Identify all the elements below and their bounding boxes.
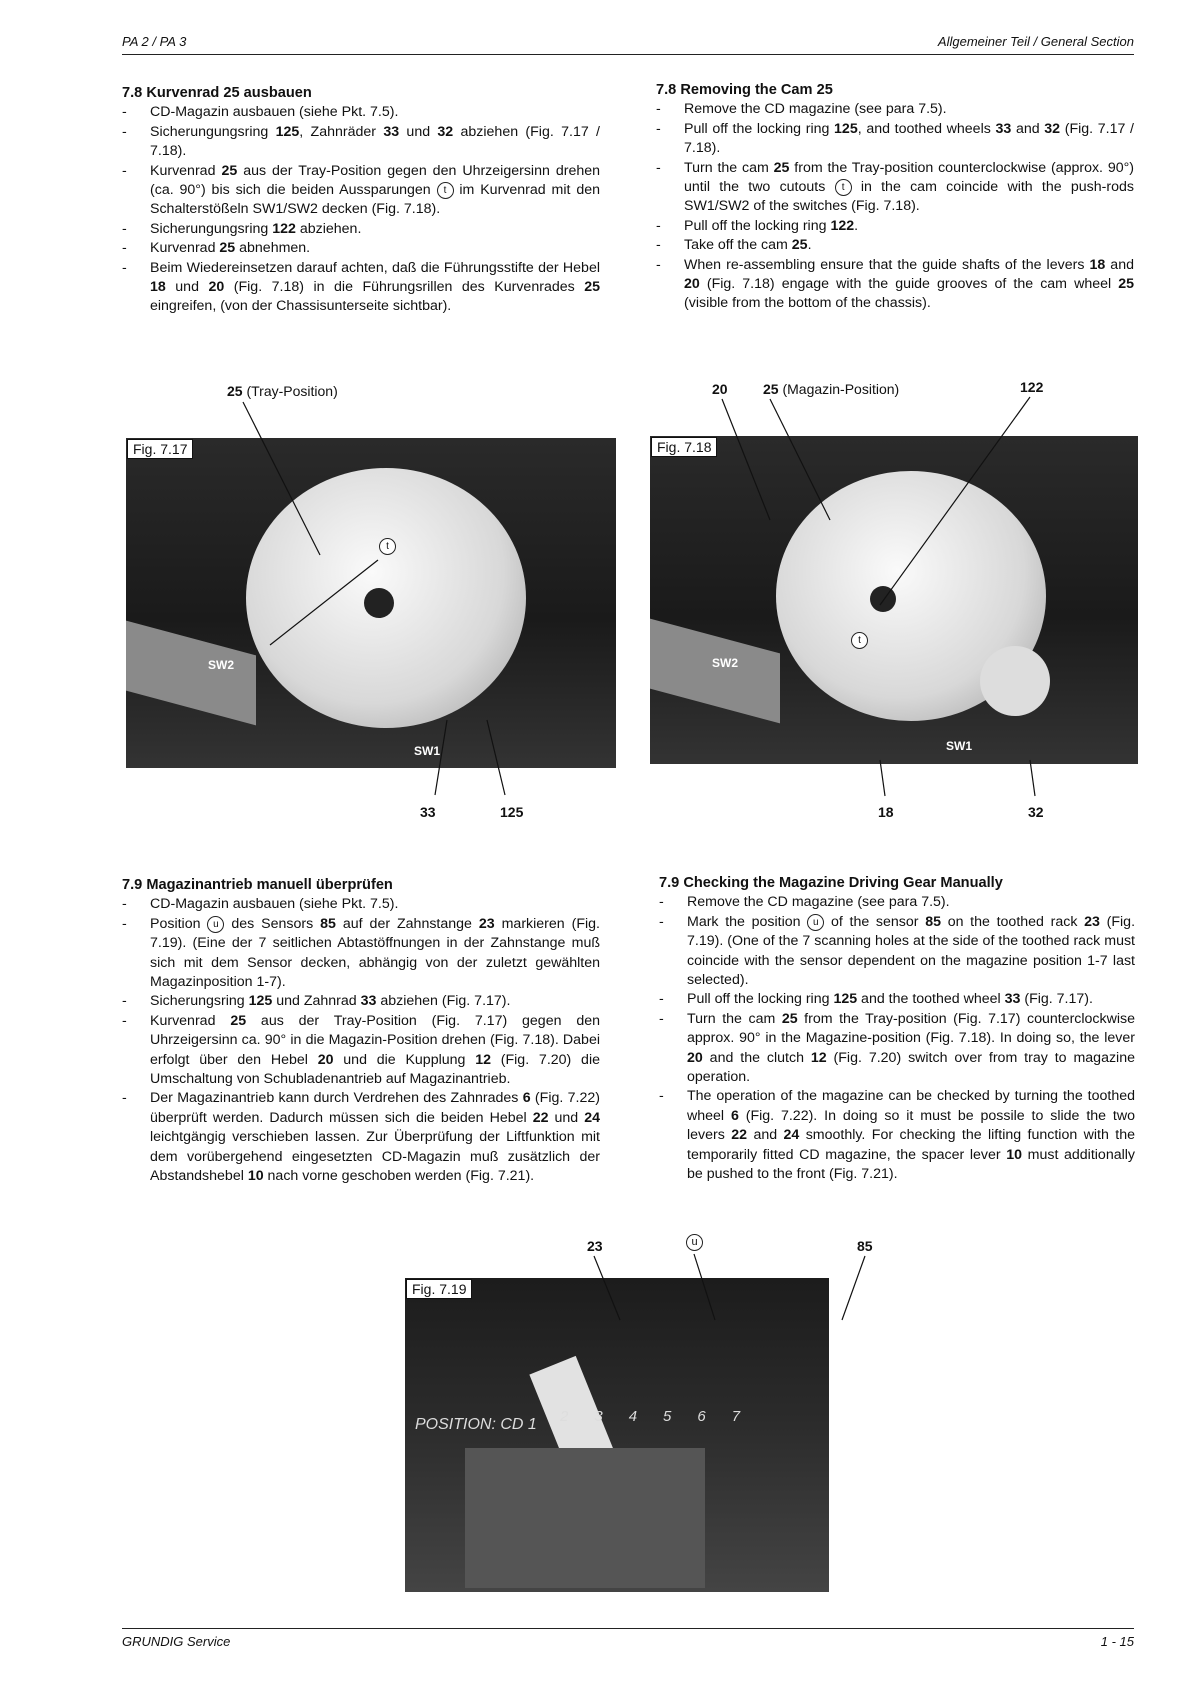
list-item: - The operation of the magazine can be checked by turning the toothed wheel 6 (Fig. 7.22). In doing so it must be possile to slide the two levers 22 and 24 smoothly. For checking the lifting function with the temporarily fitted CD magazine, the spacer lever 10 must additionally be pushed to the front (Fig. 7.21). [659, 1087, 1135, 1184]
hole-number: 3 [594, 1408, 603, 1425]
footer-rule [122, 1628, 1134, 1629]
list-item: - Pull off the locking ring 122. [656, 217, 1134, 236]
bracket [650, 619, 780, 724]
page-number: 1 - 15 [1100, 1634, 1134, 1649]
sw1-label: SW1 [414, 744, 441, 758]
fig718-callout-32: 32 [1028, 804, 1044, 820]
fig717-callout-33: 33 [420, 804, 436, 820]
gear [980, 646, 1050, 716]
header-rule [122, 54, 1134, 55]
list-item: - Turn the cam 25 from the Tray-position counterclockwise (approx. 90°) until the two cutouts t in the cam coincide with the push-rods SW1/SW2 of the switches (Fig. 7.18). [656, 159, 1134, 217]
list-item: - CD-Magazin ausbauen (siehe Pkt. 7.5). [122, 103, 600, 122]
list-item: - Kurvenrad 25 aus der Tray-Position gegen den Uhrzeigersinn drehen (ca. 90°) bis sich die beiden Aussparungen t im Kurvenrad mit den Schalterstößeln SW1/SW2 decken (Fig. 7.18). [122, 162, 600, 220]
section-title: 7.8 Kurvenrad 25 ausbauen [122, 85, 312, 101]
hole-number: 2 [560, 1408, 569, 1425]
section-7-9-de [122, 876, 600, 1187]
section-title: 7.8 Removing the Cam 25 [656, 82, 833, 98]
list-item: - Der Magazinantrieb kann durch Verdrehen des Zahnrades 6 (Fig. 7.22) überprüft werden. Dadurch müssen sich die beiden Hebel 22 und 24 leichtgängig verschieben lassen. Zur Überprüfung der Liftfunktion mit dem vorübergehend eingesetzten CD-Magazin muß zusätzlich der Abstandshebel 10 nach vorne geschoben werden (Fig. 7.21). [122, 1089, 600, 1186]
fig718-callout-20: 20 [712, 381, 728, 397]
list-item: - Sicherungungsring 125, Zahnräder 33 und 32 abziehen (Fig. 7.17 / 7.18). [122, 123, 600, 162]
sw1-label: SW1 [946, 739, 973, 753]
sw2-label: SW2 [208, 658, 235, 672]
list-item: - Remove the CD magazine (see para 7.5). [656, 100, 1134, 119]
fig717-callout-125: 125 [500, 804, 524, 820]
hole-number: 7 [731, 1408, 741, 1425]
position-symbol: u [686, 1234, 703, 1251]
chassis [465, 1448, 705, 1588]
hole-number: 4 [628, 1408, 638, 1425]
fig718-label: Fig. 7.18 [651, 437, 717, 457]
position-symbol: u [207, 916, 224, 933]
fig719-photo [405, 1278, 829, 1592]
cutout-symbol: t [379, 538, 396, 555]
list-item: - Sicherungsring 125 und Zahnrad 33 abziehen (Fig. 7.17). [122, 992, 600, 1011]
fig719-label: Fig. 7.19 [406, 1279, 472, 1299]
fig719-callout-23: 23 [587, 1238, 603, 1254]
fig718-photo [650, 436, 1138, 764]
footer-brand: GRUNDIG Service [122, 1634, 231, 1649]
position-text: POSITION: CD 1 [415, 1416, 537, 1433]
section-7-8-de [122, 84, 600, 317]
fig718-callout-25: 25 (Magazin-Position) [763, 381, 900, 397]
list-item: - Kurvenrad 25 abnehmen. [122, 239, 600, 258]
header-section: Allgemeiner Teil / General Section [937, 34, 1134, 49]
cam-hub [870, 586, 896, 612]
list-item: - CD-Magazin ausbauen (siehe Pkt. 7.5). [122, 895, 600, 914]
fig717-photo [126, 438, 616, 768]
cutout-symbol: t [851, 632, 868, 649]
hole-number: 6 [697, 1408, 706, 1425]
list-item: - Remove the CD magazine (see para 7.5). [659, 893, 1135, 912]
list-item: - Pull off the locking ring 125 and the toothed wheel 33 (Fig. 7.17). [659, 990, 1135, 1009]
list-item: - When re-assembling ensure that the guide shafts of the levers 18 and 20 (Fig. 7.18) engage with the guide grooves of the cam wheel 25 (visible from the bottom of the chassis). [656, 256, 1134, 314]
list-item: - Take off the cam 25. [656, 236, 1134, 255]
section-title: 7.9 Magazinantrieb manuell überprüfen [122, 877, 393, 893]
section-title: 7.9 Checking the Magazine Driving Gear Manually [659, 875, 1003, 891]
list-item: - Position u des Sensors 85 auf der Zahnstange 23 markieren (Fig. 7.19). (Eine der 7 seitlichen Abtastöffnungen in der Zahnstange muß sich mit dem Sensor decken, abhängig von der zuletzt gewählten Magazinposition 1-7). [122, 915, 600, 993]
bracket [126, 621, 256, 726]
list-item: - Pull off the locking ring 125, and toothed wheels 33 and 32 (Fig. 7.17 / 7.18). [656, 120, 1134, 159]
fig717-label: Fig. 7.17 [127, 439, 193, 459]
fig718-callout-122: 122 [1020, 379, 1044, 395]
section-7-9-en [659, 874, 1135, 1185]
fig717-top-callout: 25 (Tray-Position) [227, 383, 338, 399]
cutout-symbol: t [437, 182, 454, 199]
list-item: - Sicherungungsring 122 abziehen. [122, 220, 600, 239]
list-item: - Mark the position u of the sensor 85 on the toothed rack 23 (Fig. 7.19). (One of the 7 scanning holes at the side of the toothed rack must coincide with the sensor dependent on the magazine position 1-7 last selected). [659, 913, 1135, 991]
fig719-callout-85: 85 [857, 1238, 873, 1254]
position-symbol: u [807, 914, 824, 931]
section-7-8-en [656, 81, 1134, 314]
fig718-callout-18: 18 [878, 804, 894, 820]
list-item: - Turn the cam 25 from the Tray-position (Fig. 7.17) counterclockwise approx. 90° in the Magazine-position (Fig. 7.18). In doing so, the lever 20 and the clutch 12 (Fig. 7.20) switch over from tray to magazine operation. [659, 1010, 1135, 1088]
hole-number: 5 [663, 1408, 672, 1425]
list-item: - Beim Wiedereinsetzen darauf achten, daß die Führungsstifte der Hebel 18 und 20 (Fig. 7.18) in die Führungsrillen des Kurvenrades 25 eingreifen, (von der Chassisunterseite sichtbar). [122, 259, 600, 317]
cutout-symbol: t [835, 179, 852, 196]
scanning-hole-numbers [560, 1408, 740, 1425]
cam-hub [364, 588, 394, 618]
list-item: - Kurvenrad 25 aus der Tray-Position (Fig. 7.17) gegen den Uhrzeigersinn ca. 90° in die Magazin-Position drehen (Fig. 7.18). Dabei erfolgt über den Hebel 20 und die Kupplung 12 (Fig. 7.20) die Umschaltung von Schubladenantrieb auf Magazinantrieb. [122, 1012, 600, 1090]
sw2-label: SW2 [712, 656, 739, 670]
header-model: PA 2 / PA 3 [122, 34, 187, 49]
